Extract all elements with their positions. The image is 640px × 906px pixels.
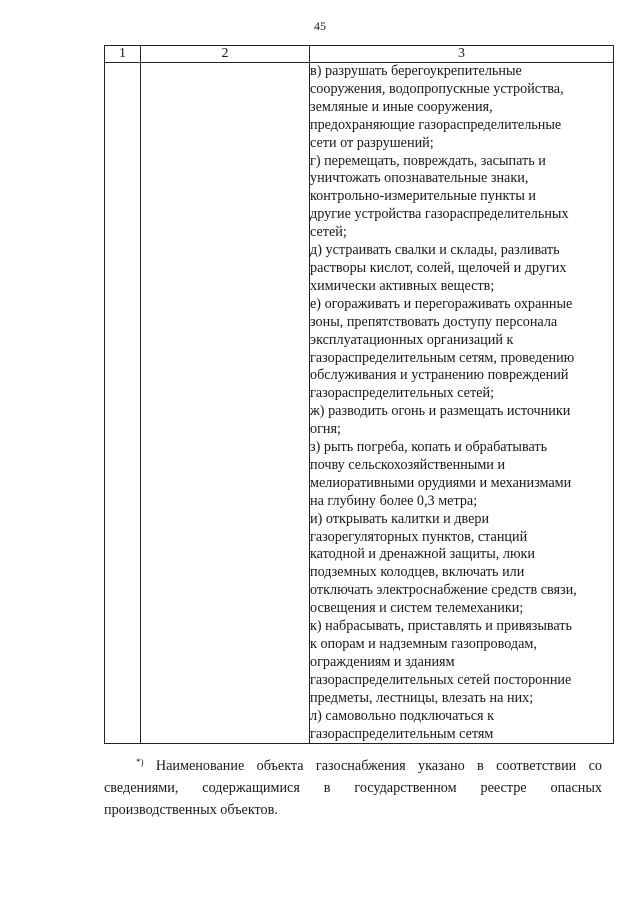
footnote — [104, 751, 602, 821]
text-line: и) открывать калитки и двери — [310, 510, 490, 527]
text-line: огня; — [310, 421, 341, 438]
footnote-line-1 — [104, 751, 602, 777]
text-line: почву сельскохозяйственными и — [310, 456, 506, 473]
text-line: сооружения, водопропускные устройства, — [310, 80, 564, 97]
text-line: освещения и систем телемеханики; — [310, 600, 524, 617]
column-header-1: 1 — [105, 46, 141, 63]
text-line: сетей; — [310, 224, 347, 241]
cell-col-1 — [105, 63, 141, 744]
footnote-line-3: производственных объектов. — [104, 802, 278, 818]
text-line: газораспределительным сетям — [310, 725, 494, 742]
text-line: ограждениям и зданиям — [310, 653, 455, 670]
page-number: 45 — [314, 19, 326, 33]
text-line: г) перемещать, повреждать, засыпать и — [310, 152, 546, 169]
text-line: ж) разводить огонь и размещать источники — [310, 403, 571, 420]
text-line: предметы, лестницы, влезать на них; — [310, 689, 534, 706]
text-line: к) набрасывать, приставлять и привязывать — [310, 618, 572, 635]
text-line: катодной и дренажной защиты, люки — [310, 546, 536, 563]
text-line: мелиоративными орудиями и механизмами — [310, 474, 572, 491]
text-line: химически активных веществ; — [310, 277, 495, 294]
footnote-marker: *) — [136, 757, 144, 767]
text-line: предохраняющие газораспределительные — [310, 116, 562, 133]
text-line: растворы кислот, солей, щелочей и других — [310, 259, 567, 276]
text-line: к опорам и надземным газопроводам, — [310, 636, 537, 652]
document-table — [104, 45, 614, 744]
column-header-3: 3 — [310, 46, 614, 63]
cell-col-2 — [141, 63, 310, 744]
text-line: е) огораживать и перегораживать охранные — [310, 295, 573, 312]
text-line: обслуживания и устранению повреждений — [310, 367, 569, 384]
text-line: другие устройства газораспределительных — [310, 206, 569, 223]
text-line: контрольно-измерительные пункты и — [310, 188, 537, 205]
footnote-line-2: сведениями, содержащимися в государственном реестре опасных — [104, 780, 602, 796]
table-row — [105, 63, 614, 744]
text-line: з) рыть погреба, копать и обрабатывать — [310, 439, 548, 456]
text-line: в) разрушать берегоукрепительные — [310, 63, 522, 79]
cell-col-3 — [310, 63, 614, 744]
text-line: уничтожать опознавательные знаки, — [310, 170, 529, 187]
text-line: газораспределительным сетям, проведению — [310, 349, 575, 366]
text-line: зоны, препятствовать доступу персонала — [310, 313, 558, 330]
text-line: газораспределительных сетей; — [310, 385, 495, 402]
text-line: газораспределительных сетей посторонние — [310, 671, 572, 688]
text-line: д) устраивать свалки и склады, разливать — [310, 242, 560, 259]
text-line: эксплуатационных организаций к — [310, 331, 514, 348]
text-line: отключать электроснабжение средств связи, — [310, 582, 577, 599]
text-line: газорегуляторных пунктов, станций — [310, 528, 528, 545]
text-line: л) самовольно подключаться к — [310, 707, 495, 724]
text-line: земляные и иные сооружения, — [310, 98, 493, 115]
text-line: подземных колодцев, включать или — [310, 564, 525, 581]
table-header-row — [105, 46, 614, 63]
text-line: на глубину более 0,3 метра; — [310, 492, 478, 509]
text-line: сети от разрушений; — [310, 134, 434, 151]
footnote-text-1: Наименование объекта газоснабжения указано в соответствии со — [155, 758, 603, 774]
column-header-2: 2 — [141, 46, 310, 63]
